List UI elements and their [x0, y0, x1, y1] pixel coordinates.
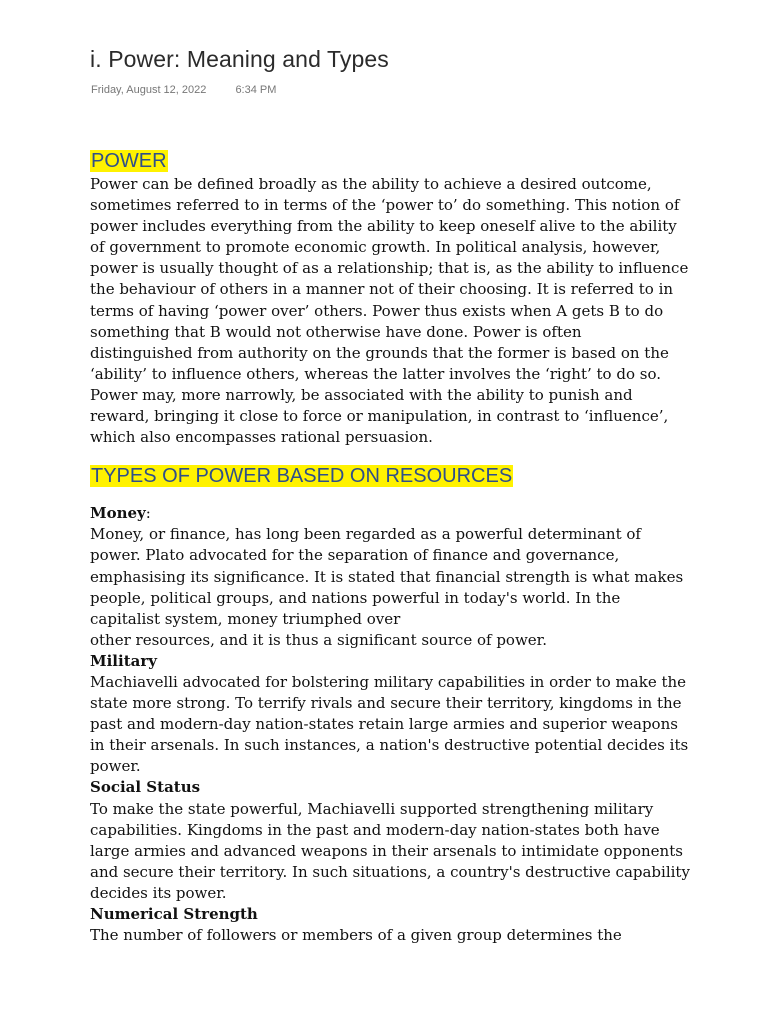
paragraph-line: and secure their territory. In such situations, a country's destructive capability — [90, 862, 690, 881]
money-heading — [90, 503, 690, 524]
paragraph-line: power includes everything from the ability to keep oneself alive to the ability — [90, 217, 677, 236]
paragraph-line: Money, or finance, has long been regarded as a powerful determinant of — [90, 525, 641, 544]
paragraph-line: the behaviour of others in a manner not of their choosing. It is referred to in — [90, 280, 674, 299]
paragraph-line: past and modern-day nation-states retain large armies and superior weapons — [90, 715, 678, 734]
paragraph-line: The number of followers or members of a given group determines the — [90, 926, 622, 945]
paragraph-line: other resources, and it is thus a significant source of power. — [90, 630, 547, 649]
note-content[interactable] — [90, 144, 690, 946]
paragraph-line: ‘ability’ to influence others, whereas the latter involves the ‘right’ to do so. — [90, 364, 661, 383]
money-section — [90, 503, 690, 651]
paragraph-line: power is usually thought of as a relationship; that is, as the ability to influence — [90, 259, 689, 278]
paragraph-line: decides its power. — [90, 883, 227, 902]
military-section — [90, 651, 690, 778]
military-heading: Military — [90, 651, 157, 670]
money-label: Money — [90, 504, 146, 523]
numerical-strength-section — [90, 904, 690, 946]
note-timestamp — [91, 84, 276, 96]
paragraph-line: reward, bringing it close to force or manipulation, in contrast to ‘influence’, — [90, 407, 669, 426]
paragraph-line: To make the state powerful, Machiavelli supported strengthening military — [90, 799, 654, 818]
money-colon: : — [145, 504, 151, 523]
paragraph-line: distinguished from authority on the grounds that the former is based on the — [90, 343, 669, 362]
note-date: Friday, August 12, 2022 — [91, 84, 207, 96]
paragraph-line: capitalist system, money triumphed over — [90, 609, 401, 628]
paragraph-line: terms of having ‘power over’ others. Power thus exists when A gets B to do — [90, 301, 664, 320]
paragraph-line: emphasising its significance. It is stated that financial strength is what makes — [90, 567, 684, 586]
paragraph-line: state more strong. To terrify rivals and secure their territory, kingdoms in the — [90, 694, 682, 713]
numerical-strength-heading: Numerical Strength — [90, 905, 258, 923]
note-time: 6:34 PM — [235, 84, 277, 96]
paragraph-line: in their arsenals. In such instances, a nation's destructive potential decides its — [90, 736, 689, 755]
paragraph-line: Power may, more narrowly, be associated with the ability to punish and — [90, 385, 633, 404]
social-status-section — [90, 777, 690, 904]
paragraph-line: of government to promote economic growth. In political analysis, however, — [90, 238, 661, 257]
note-title: i. Power: Meaning and Types — [90, 46, 389, 72]
paragraph-line: power. Plato advocated for the separation of finance and governance, — [90, 546, 620, 565]
social-status-heading: Social Status — [90, 778, 201, 797]
types-heading — [90, 463, 690, 489]
paragraph-line: capabilities. Kingdoms in the past and modern-day nation-states both have — [90, 820, 660, 839]
power-heading — [90, 148, 690, 174]
paragraph-line: which also encompasses rational persuasion. — [90, 428, 433, 447]
paragraph-line: sometimes referred to in terms of the ‘power to’ do something. This notion of — [90, 196, 680, 215]
paragraph-line: people, political groups, and nations powerful in today's world. In the — [90, 588, 621, 607]
power-paragraph — [90, 174, 690, 448]
paragraph-line: something that B would not otherwise have done. Power is often — [90, 322, 582, 341]
paragraph-line: Machiavelli advocated for bolstering military capabilities in order to make the — [90, 672, 687, 691]
power-heading-text: POWER — [91, 150, 167, 172]
types-heading-text: TYPES OF POWER BASED ON RESOURCES — [91, 465, 513, 488]
paragraph-line: large armies and advanced weapons in their arsenals to intimidate opponents — [90, 841, 683, 860]
paragraph-line: Power can be defined broadly as the ability to achieve a desired outcome, — [90, 175, 652, 193]
paragraph-line: power. — [90, 757, 141, 776]
